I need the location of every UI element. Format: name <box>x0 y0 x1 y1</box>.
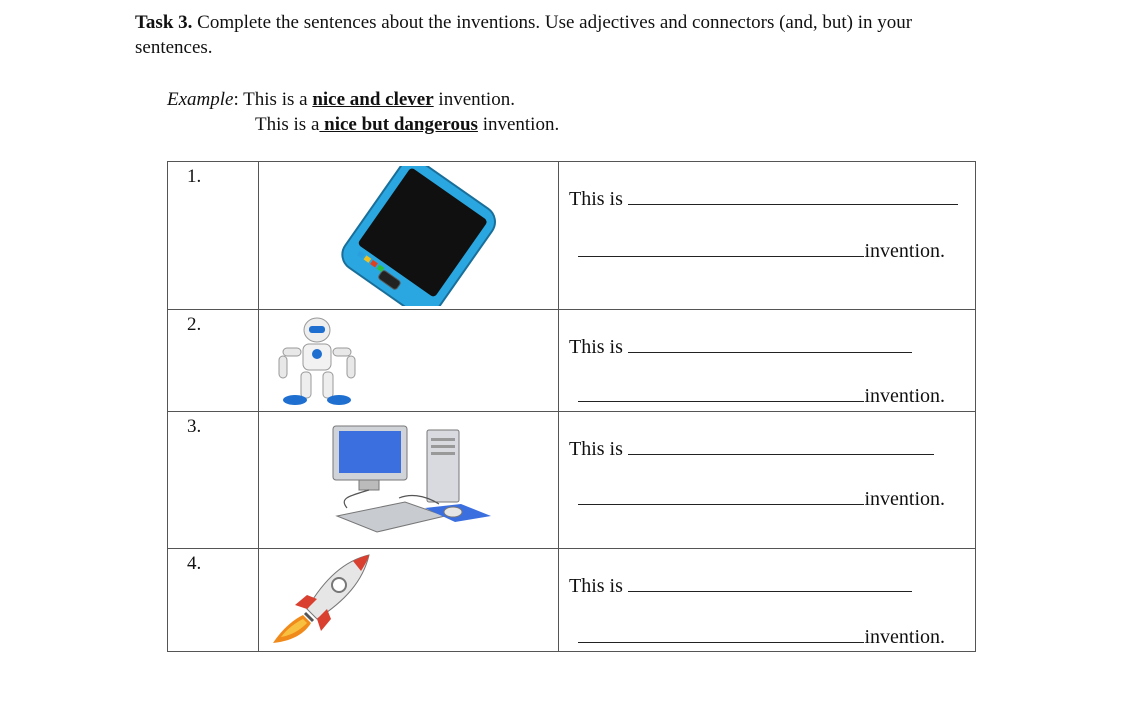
image-cell <box>259 162 559 310</box>
task-label: Task 3. <box>135 12 193 33</box>
sentence-end <box>578 626 945 649</box>
answer-cell <box>559 162 976 310</box>
example-answer-2: nice but dangerous <box>319 114 478 135</box>
example-line-1 <box>167 87 559 112</box>
table-row <box>168 412 976 549</box>
answer-blank[interactable] <box>628 203 958 205</box>
answer-blank[interactable] <box>578 255 864 257</box>
example-block <box>167 87 559 137</box>
sentence-end-text: invention. <box>864 385 945 407</box>
table-row <box>168 310 976 412</box>
answer-cell <box>559 310 976 412</box>
sentence-end-text: invention. <box>864 240 945 262</box>
answer-blank[interactable] <box>578 400 864 402</box>
example-label: Example <box>167 89 234 110</box>
answer-blank[interactable] <box>578 503 864 505</box>
number-cell <box>168 162 259 310</box>
task-instruction <box>135 10 955 60</box>
answer-blank[interactable] <box>628 590 912 592</box>
sentence-end-text: invention. <box>864 626 945 648</box>
sentence-start-text: This is <box>569 438 623 460</box>
robot-icon <box>267 314 367 408</box>
sentence-end <box>578 385 945 408</box>
sentence-end <box>578 488 945 511</box>
example-answer-1: nice and clever <box>312 89 434 110</box>
sentence-start <box>569 438 934 461</box>
example-line1-prefix: This is a <box>238 89 313 110</box>
answer-blank[interactable] <box>628 453 934 455</box>
sentence-start <box>569 575 912 598</box>
sentence-start-text: This is <box>569 188 623 210</box>
row-number: 2. <box>187 314 202 335</box>
sentence-start <box>569 188 958 211</box>
number-cell <box>168 310 259 412</box>
sentence-end-text: invention. <box>864 488 945 510</box>
example-line2-suffix: invention. <box>477 114 560 135</box>
rocket-icon <box>267 551 377 647</box>
table-row <box>168 549 976 652</box>
answer-cell <box>559 549 976 652</box>
answer-blank[interactable] <box>578 641 864 643</box>
row-number: 3. <box>187 416 202 437</box>
image-cell <box>259 549 559 652</box>
row-number: 4. <box>187 553 202 574</box>
desktop-computer-icon <box>329 424 499 542</box>
task-text: Complete the sentences about the inventions. Use adjectives and connectors (and, but) in your sentences. <box>135 12 913 58</box>
example-colon: : <box>233 89 239 110</box>
example-line2-prefix: This is a <box>255 114 320 135</box>
image-cell <box>259 412 559 549</box>
example-line-2 <box>167 112 559 137</box>
smartphone-icon <box>329 166 509 306</box>
example-line1-suffix: invention. <box>433 89 515 110</box>
sentence-start-text: This is <box>569 575 623 597</box>
number-cell <box>168 412 259 549</box>
row-number: 1. <box>187 166 202 187</box>
number-cell <box>168 549 259 652</box>
sentence-end <box>578 240 945 263</box>
answer-cell <box>559 412 976 549</box>
image-cell <box>259 310 559 412</box>
inventions-table <box>167 161 976 652</box>
sentence-start-text: This is <box>569 336 623 358</box>
table-row <box>168 162 976 310</box>
sentence-start <box>569 336 912 359</box>
answer-blank[interactable] <box>628 351 912 353</box>
